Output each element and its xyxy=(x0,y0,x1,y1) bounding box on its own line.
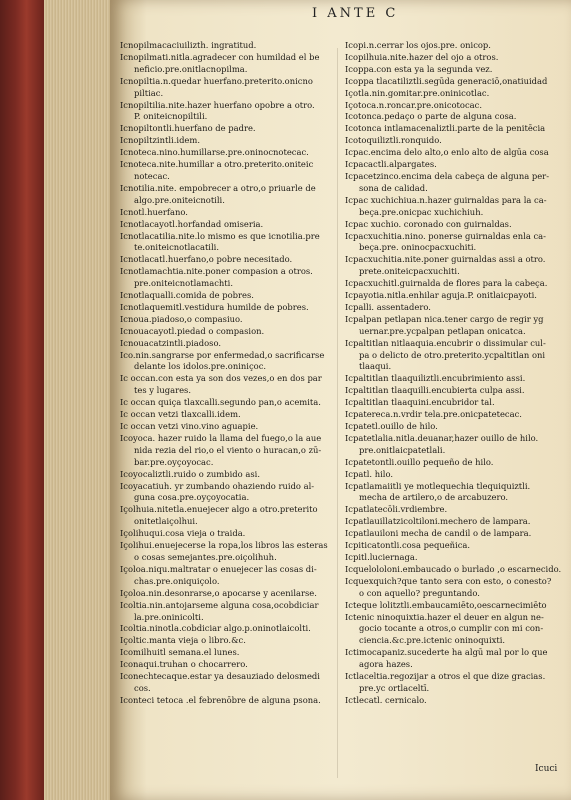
dictionary-line: Icpaltitlan tlaaquilli.encubierta culpa assi. xyxy=(345,385,525,396)
dictionary-line: pre.oniteicnotlamachti. xyxy=(134,278,233,289)
dictionary-line: Içoltic.manta vieja o libro.&c. xyxy=(120,635,246,646)
dictionary-line: Icnoteca.nite.humillar a otro.preterito.oniteic xyxy=(120,159,314,170)
dictionary-line: beça.pre. oninocpacxuchiti. xyxy=(359,242,477,253)
dictionary-line: Ic occan vetzi vino.vino aguapie. xyxy=(120,421,259,431)
dictionary-line: Icnopilmati.nitla.agradecer con humildad el be xyxy=(120,51,320,62)
dictionary-line: Icpiticatontli.cosa pequeñica. xyxy=(345,540,471,551)
left-column xyxy=(120,40,330,707)
dictionary-line: Icopilhuia.nite.hazer del ojo a otros. xyxy=(345,51,499,62)
dictionary-line: tlaaqui. xyxy=(359,361,392,372)
dictionary-line: Icnotl.huerfano. xyxy=(120,206,188,217)
dictionary-line: pre.yc ortlaceltī. xyxy=(359,682,430,693)
dictionary-line: Icnotlacatilia.nite.lo mismo es que icnotilia.pre xyxy=(120,230,320,241)
dictionary-line: neficio.pre.onitlacnopilma. xyxy=(134,63,248,74)
dictionary-line: Icpac xuchichiua.n.hazer guirnaldas para la ca- xyxy=(345,194,547,205)
catchword: Icuci xyxy=(535,764,558,774)
dictionary-line: Icoltia.ninotla.cobdiciar algo.p.oninotlaicolti. xyxy=(120,623,311,634)
dictionary-line: Icpacactli.alpargates. xyxy=(345,159,437,170)
dictionary-line: Icoyocaliztli.ruido o zumbido asi. xyxy=(120,468,260,479)
dictionary-line: Icteque lolitztli.embaucamiēto,oescarnecimiēto xyxy=(345,599,547,610)
right-column xyxy=(345,40,567,707)
dictionary-line: Icnouacatzintli.piadoso. xyxy=(120,337,222,348)
dictionary-line: Icpac xuchio. coronado con guirnaldas. xyxy=(345,218,512,229)
dictionary-line: Ic occan quiça tlaxcalli.segundo pan,o acemita. xyxy=(120,397,321,408)
dictionary-line: agora hazes. xyxy=(359,659,413,670)
dictionary-line: Iconechtecaque.estar ya desauziado delosmedi xyxy=(120,671,320,682)
dictionary-line: Icpatlauiloni mecha de candil o de lampara. xyxy=(345,528,532,539)
dictionary-line: Icquexquich?que tanto sera con esto, o conesto? xyxy=(345,575,552,586)
dictionary-line: Icotoquiliztli.ronquido. xyxy=(345,135,442,146)
book-binding xyxy=(0,0,44,800)
dictionary-line: Icpatl. hilo. xyxy=(345,468,394,479)
dictionary-line: Icpayotia.nitla.enhilar aguja.P. onitlaicpayoti. xyxy=(345,290,537,301)
dictionary-line: Icnotlaquemitl.vestidura humilde de pobres. xyxy=(120,301,309,312)
dictionary-line: Icpatereca.n.vrdir tela.pre.onicpatetecac. xyxy=(345,409,522,420)
dictionary-line: Icnotlacayotl.horfandad omiseria. xyxy=(120,218,264,229)
dictionary-line: Icnopiltia.n.quedar huerfano.preterito.onicno xyxy=(120,75,313,86)
dictionary-line: mecha de artilero,o de arcabuzero. xyxy=(359,492,509,503)
dictionary-line: Ictenic ninoquixtia.hazer el deuer en algun ne- xyxy=(345,611,544,622)
dictionary-line: Icoyoca. hazer ruido la llama del fuego,o la aue xyxy=(120,432,322,443)
dictionary-line: Icquelololoni.embaucado o burlado ,o escarnecido. xyxy=(345,563,562,574)
dictionary-line: Icpaltitlan nitlaaquia.encubrir o dissimular cul- xyxy=(345,337,546,348)
dictionary-line: Ictimocapaniz.sucederte ha algū mal por lo que xyxy=(345,647,548,658)
dictionary-line: bar.pre.oyçoyocac. xyxy=(134,456,214,467)
dictionary-line: Icpatetl.ouillo de hilo. xyxy=(345,421,438,431)
dictionary-line: ciencia.&c.pre.ictenic oninoquixti. xyxy=(359,635,506,646)
dictionary-line: sona de calidad. xyxy=(359,182,428,193)
dictionary-line: nida rezia del rio,o el viento o huracan,o zū- xyxy=(134,444,322,455)
dictionary-line: Icnopiltzintli.idem. xyxy=(120,135,200,146)
dictionary-line: prete.oniteicpacxuchiti. xyxy=(359,266,460,277)
dictionary-line: pa o delicto de otro.preterito.ycpaltitlan oni xyxy=(359,349,546,360)
dictionary-line: onitetlaiçolhui. xyxy=(134,516,198,527)
dictionary-line: Icnotlacatl.huerfano,o pobre necesitado. xyxy=(120,254,293,265)
dictionary-line: Icpitl.luciernaga. xyxy=(345,551,418,562)
dictionary-line: Icpatlauillatzicoltiloni.mechero de lampara. xyxy=(345,516,531,527)
dictionary-line: o con aquello? preguntando. xyxy=(359,587,480,598)
dictionary-line: Icnotlaqualli.comida de pobres. xyxy=(120,290,254,301)
dictionary-line: Icnotilia.nite. empobrecer a otro,o priuarle de xyxy=(120,182,316,193)
dictionary-line: tes y lugares. xyxy=(134,385,192,396)
dictionary-line: Icoyacatiuh. yr zumbando ohaziendo ruido al- xyxy=(120,480,315,491)
dictionary-line: o cosas semejantes.pre.oiçolihuh. xyxy=(134,551,277,562)
dictionary-line: Iconteci tetoca .el febrenōbre de alguna psona. xyxy=(120,694,321,705)
dictionary-line: Icpacxuchitl.guirnalda de flores para la cabeça. xyxy=(345,278,548,289)
dictionary-line: Icoppa tlacatiliztli.segūda generaciō,onatiuidad xyxy=(345,75,548,86)
dictionary-line: pre.onitlaicpatetlali. xyxy=(359,444,446,455)
dictionary-line: Içolihui.enuejecerse la ropa,los libros las esteras xyxy=(120,540,328,551)
dictionary-line: gocio tocante a otros,o cumplir con mi con- xyxy=(359,623,544,634)
dictionary-line: piltiac. xyxy=(134,87,164,98)
dictionary-line: Icomilhuitl semana.el lunes. xyxy=(120,647,240,658)
dictionary-line: Icpaltitlan tlaaquini.encubridor tal. xyxy=(345,397,495,408)
dictionary-line: Icnoua.piadoso,o compasiuo. xyxy=(120,313,243,324)
dictionary-line: Icpalpan petlapan nica.tener cargo de regir yg xyxy=(345,313,544,324)
dictionary-line: Icnoteca.nino.humillarse.pre.oninocnotecac. xyxy=(120,147,309,158)
dictionary-line: Icopi.n.cerrar los ojos.pre. onicop. xyxy=(345,40,491,50)
dictionary-line: Ictlecatl. cernicalo. xyxy=(345,694,427,705)
dictionary-line: guna cosa.pre.oyçoyocatia. xyxy=(134,492,250,503)
dictionary-line: Içoloa.niqu.maltratar o enuejecer las cosas di- xyxy=(120,563,317,574)
dictionary-line: Icotonca intlamacenaliztli.parte de la penitēcia xyxy=(345,123,546,134)
dictionary-line: Ic occan vetzi tlaxcalli.idem. xyxy=(120,409,241,420)
dictionary-line: P. oniteicnopiltili. xyxy=(134,111,208,122)
dictionary-line: Icpatetlalia.nitla.deuanar,hazer ouillo de hilo. xyxy=(345,432,539,443)
column-divider xyxy=(337,48,338,778)
dictionary-line: te.oniteicnotlacatili. xyxy=(134,242,220,253)
dictionary-line: Icpatlatecōli.vrdiembre. xyxy=(345,504,448,515)
dictionary-line: Icpacxuchitia.nite.poner guirnaldas assi a otro. xyxy=(345,254,546,265)
dictionary-line: la.pre.oninicolti. xyxy=(134,611,204,622)
dictionary-line: Içotoca.n.roncar.pre.onicotocac. xyxy=(345,99,482,110)
dictionary-line: Iconaqui.truhan o chocarrero. xyxy=(120,659,248,670)
dictionary-line: Icnouacayotl.piedad o compasion. xyxy=(120,325,265,336)
dictionary-line: algo.pre.oniteicnotili. xyxy=(134,194,225,205)
dictionary-line: Ictlaceltia.regozijar a otros el que dize gracias. xyxy=(345,671,546,682)
dictionary-line: Icnopilmacaciuilizth. ingratitud. xyxy=(120,40,257,50)
dictionary-line: chas.pre.oniquiçolo. xyxy=(134,575,220,586)
dictionary-line: Icnopiltontli.huerfano de padre. xyxy=(120,123,256,134)
dictionary-line: Içolhuia.nitetla.enuejecer algo a otro.preterito xyxy=(120,504,318,515)
dictionary-line: Içolihuqui.cosa vieja o traida. xyxy=(120,528,246,539)
dictionary-line: Icnotlamachtia.nite.poner compasion a otros. xyxy=(120,266,313,277)
dictionary-line: notecac. xyxy=(134,170,170,181)
dictionary-line: Icpatlamaiitli ye motlequechia tlequiquiztli. xyxy=(345,480,531,491)
dictionary-line: Icnopiltilia.nite.hazer huerfano opobre a otro. xyxy=(120,99,315,110)
dictionary-line: Içotla.nin.gomitar.pre.oninicotlac. xyxy=(345,87,490,98)
dictionary-line: Icotonca.pedaço o parte de alguna cosa. xyxy=(345,111,517,122)
dictionary-line: delante los idolos.pre.oniniçoc. xyxy=(134,361,267,372)
dictionary-line: Ic occan.con esta ya son dos vezes,o en dos par xyxy=(120,373,322,384)
dictionary-line: Icpacxuchitia.nino. ponerse guirnaldas enla ca- xyxy=(345,230,546,241)
dictionary-line: Icpac.encima delo alto,o enlo alto de algūa cosa xyxy=(345,147,549,158)
dictionary-line: beça.pre.onicpac xuchichiuh. xyxy=(359,206,484,217)
dictionary-line: cos. xyxy=(134,682,151,693)
dictionary-line: Icoppa.con esta ya la segunda vez. xyxy=(345,63,493,74)
dictionary-line: Ico.nin.sangrarse por enfermedad,o sacrificarse xyxy=(120,349,325,360)
dictionary-line: Icpatetontli.ouillo pequeño de hilo. xyxy=(345,456,494,467)
running-header: I ANTE C xyxy=(312,6,399,21)
dictionary-line: Icpaltitlan tlaaquiliztli.encubrimiento assi. xyxy=(345,373,526,384)
dictionary-line: Icpalli. assentadero. xyxy=(345,301,431,312)
dictionary-line: Icoltia.nin.antojarseme alguna cosa,ocobdiciar xyxy=(120,599,319,610)
dictionary-line: Icpacetzinco.encima dela cabeça de alguna per- xyxy=(345,170,550,181)
dictionary-line: uernar.pre.ycpalpan petlapan onicatca. xyxy=(359,325,526,336)
dictionary-line: Içoloa.nin.desonrarse,o apocarse y acenilarse. xyxy=(120,587,317,598)
